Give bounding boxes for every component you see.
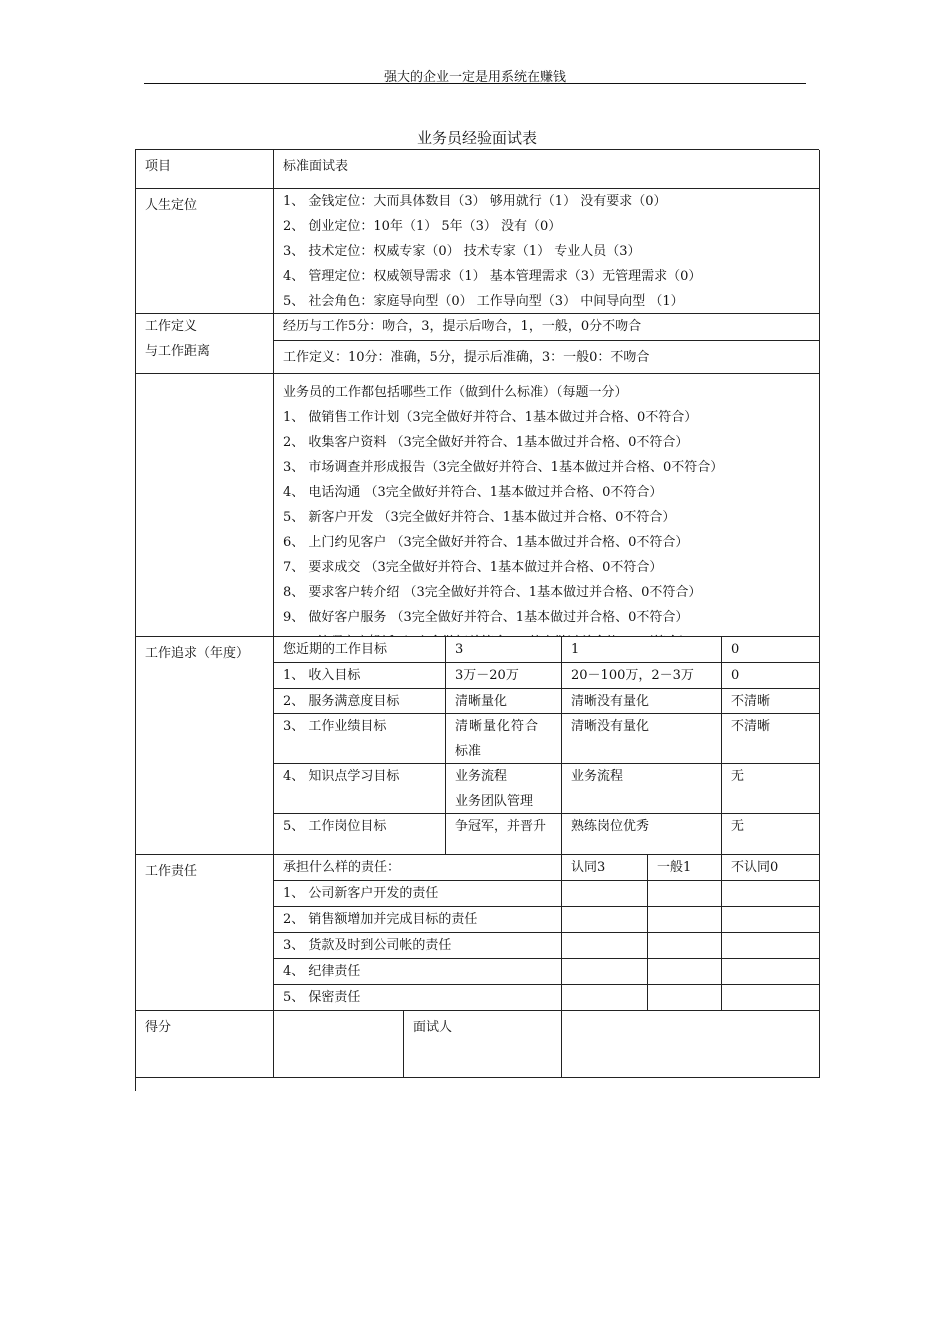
work-task-line: 6、 上门约见客户 （3完全做好并符合、1基本做过并合格、0不符合） — [283, 535, 689, 550]
work-task-line: 5、 新客户开发 （3完全做好并符合、1基本做过并合格、0不符合） — [283, 510, 676, 525]
pursuit-item: 1、 收入目标 — [274, 663, 446, 689]
interviewer-value-cell — [562, 1011, 820, 1078]
work-tasks-content — [274, 374, 820, 637]
page-title: 业务员经验面试表 — [416, 129, 537, 147]
page-header-text: 强大的企业一定是用系统在赚钱 — [383, 70, 566, 85]
work-definition-label-line: 与工作距离 — [145, 344, 211, 359]
life-position-label: 人生定位 — [136, 189, 274, 314]
work-task-line: 3、 市场调查并形成报告（3完全做好并符合、1基本做过并合格、0不符合） — [283, 460, 724, 475]
pursuit-score0: 0 — [722, 663, 820, 689]
pursuit-score1: 清晰没有量化 — [562, 714, 722, 764]
work-definition-label — [136, 314, 274, 374]
pursuit-score3-line: 标准 — [455, 744, 482, 759]
work-task-line: 4、 电话沟通 （3完全做好并符合、1基本做过并合格、0不符合） — [283, 485, 663, 500]
pursuit-header-score3: 3 — [446, 637, 562, 663]
score-cell — [562, 959, 648, 985]
life-position-content — [274, 189, 820, 314]
pursuit-score3 — [446, 714, 562, 764]
pursuit-score3: 清晰量化 — [446, 689, 562, 714]
responsibility-header-neutral: 一般1 — [648, 855, 722, 881]
definition-criteria: 工作定义：10分：准确，5分，提示后准确，3：一般0：不吻合 — [274, 341, 820, 374]
pursuit-item: 4、 知识点学习目标 — [274, 764, 446, 814]
interviewer-label: 面试人 — [404, 1011, 562, 1078]
pursuit-score3: 争冠军，并晋升 — [446, 814, 562, 855]
pursuit-item: 3、 工作业绩目标 — [274, 714, 446, 764]
pursuit-score3-line: 业务团队管理 — [455, 794, 534, 809]
work-definition-label-line: 工作定义 — [145, 319, 198, 334]
pursuit-score3 — [446, 764, 562, 814]
work-task-line: 业务员的工作都包括哪些工作（做到什么标准）（每题一分） — [283, 385, 628, 400]
pursuit-item: 5、 工作岗位目标 — [274, 814, 446, 855]
score-cell — [648, 907, 722, 933]
score-cell — [722, 907, 820, 933]
score-cell — [562, 933, 648, 959]
pursuit-score0: 无 — [722, 764, 820, 814]
pursuit-score0: 不清晰 — [722, 689, 820, 714]
header-rule — [144, 83, 806, 84]
score-cell — [722, 959, 820, 985]
work-pursuit-label: 工作追求（年度） — [136, 637, 274, 855]
life-position-line: 4、 管理定位：权威领导需求（1） 基本管理需求（3）无管理需求（0） — [283, 269, 702, 284]
score-cell — [648, 881, 722, 907]
score-cell — [562, 881, 648, 907]
work-task-line: 7、 要求成交 （3完全做好并符合、1基本做过并合格、0不符合） — [283, 560, 663, 575]
life-position-line: 2、 创业定位：10年（1） 5年（3） 没有（0） — [283, 219, 562, 234]
responsibility-item: 2、 销售额增加并完成目标的责任 — [274, 907, 562, 933]
work-responsibility-label: 工作责任 — [136, 855, 274, 1011]
responsibility-header-agree: 认同3 — [562, 855, 648, 881]
work-task-line: 9、 做好客户服务 （3完全做好并符合、1基本做过并合格、0不符合） — [283, 610, 689, 625]
responsibility-item: 4、 纪律责任 — [274, 959, 562, 985]
work-task-line — [283, 630, 811, 637]
pursuit-score0: 不清晰 — [722, 714, 820, 764]
life-position-line: 1、 金钱定位：大而具体数目（3） 够用就行（1） 没有要求（0） — [283, 194, 667, 209]
life-position-line: 3、 技术定位：权威专家（0） 技术专家（1） 专业人员（3） — [283, 244, 641, 259]
score-cell — [562, 985, 648, 1011]
score-value-cell — [274, 1011, 404, 1078]
pursuit-score1: 业务流程 — [562, 764, 722, 814]
pursuit-score0: 无 — [722, 814, 820, 855]
life-position-line: 5、 社会角色：家庭导向型（0） 工作导向型（3） 中间导向型 （1） — [283, 294, 684, 309]
empty-cell — [136, 374, 274, 637]
pursuit-score3-line: 业务流程 — [455, 769, 508, 784]
responsibility-item: 1、 公司新客户开发的责任 — [274, 881, 562, 907]
header-item-cell: 项目 — [136, 150, 274, 189]
work-task-line: 1、 做销售工作计划（3完全做好并符合、1基本做过并合格、0不符合） — [283, 410, 698, 425]
score-cell — [562, 907, 648, 933]
pursuit-score1: 20－100万，2－3万 — [562, 663, 722, 689]
responsibility-item: 5、 保密责任 — [274, 985, 562, 1011]
score-cell — [648, 933, 722, 959]
score-cell — [648, 985, 722, 1011]
work-task-line: 8、 要求客户转介绍 （3完全做好并符合、1基本做过并合格、0不符合） — [283, 585, 702, 600]
score-cell — [722, 985, 820, 1011]
pursuit-score1: 清晰没有量化 — [562, 689, 722, 714]
pursuit-score3: 3万－20万 — [446, 663, 562, 689]
score-label: 得分 — [136, 1011, 274, 1078]
score-cell — [722, 881, 820, 907]
pursuit-header-score0: 0 — [722, 637, 820, 663]
work-task-line: 2、 收集客户资料 （3完全做好并符合、1基本做过并合格、0不符合） — [283, 435, 689, 450]
header-standard-cell: 标准面试表 — [274, 150, 820, 189]
responsibility-item: 3、 货款及时到公司帐的责任 — [274, 933, 562, 959]
pursuit-item: 2、 服务满意度目标 — [274, 689, 446, 714]
pursuit-score3-line: 清晰量化符合 — [455, 719, 540, 734]
responsibility-header-disagree: 不认同0 — [722, 855, 820, 881]
responsibility-header: 承担什么样的责任： — [274, 855, 562, 881]
interview-form-table — [135, 149, 819, 1091]
pursuit-header-score1: 1 — [562, 637, 722, 663]
score-cell — [648, 959, 722, 985]
score-cell — [722, 933, 820, 959]
experience-criteria: 经历与工作5分：吻合，3，提示后吻合，1，一般，0分不吻合 — [274, 314, 820, 341]
pursuit-header-goal: 您近期的工作目标 — [274, 637, 446, 663]
pursuit-score1: 熟练岗位优秀 — [562, 814, 722, 855]
